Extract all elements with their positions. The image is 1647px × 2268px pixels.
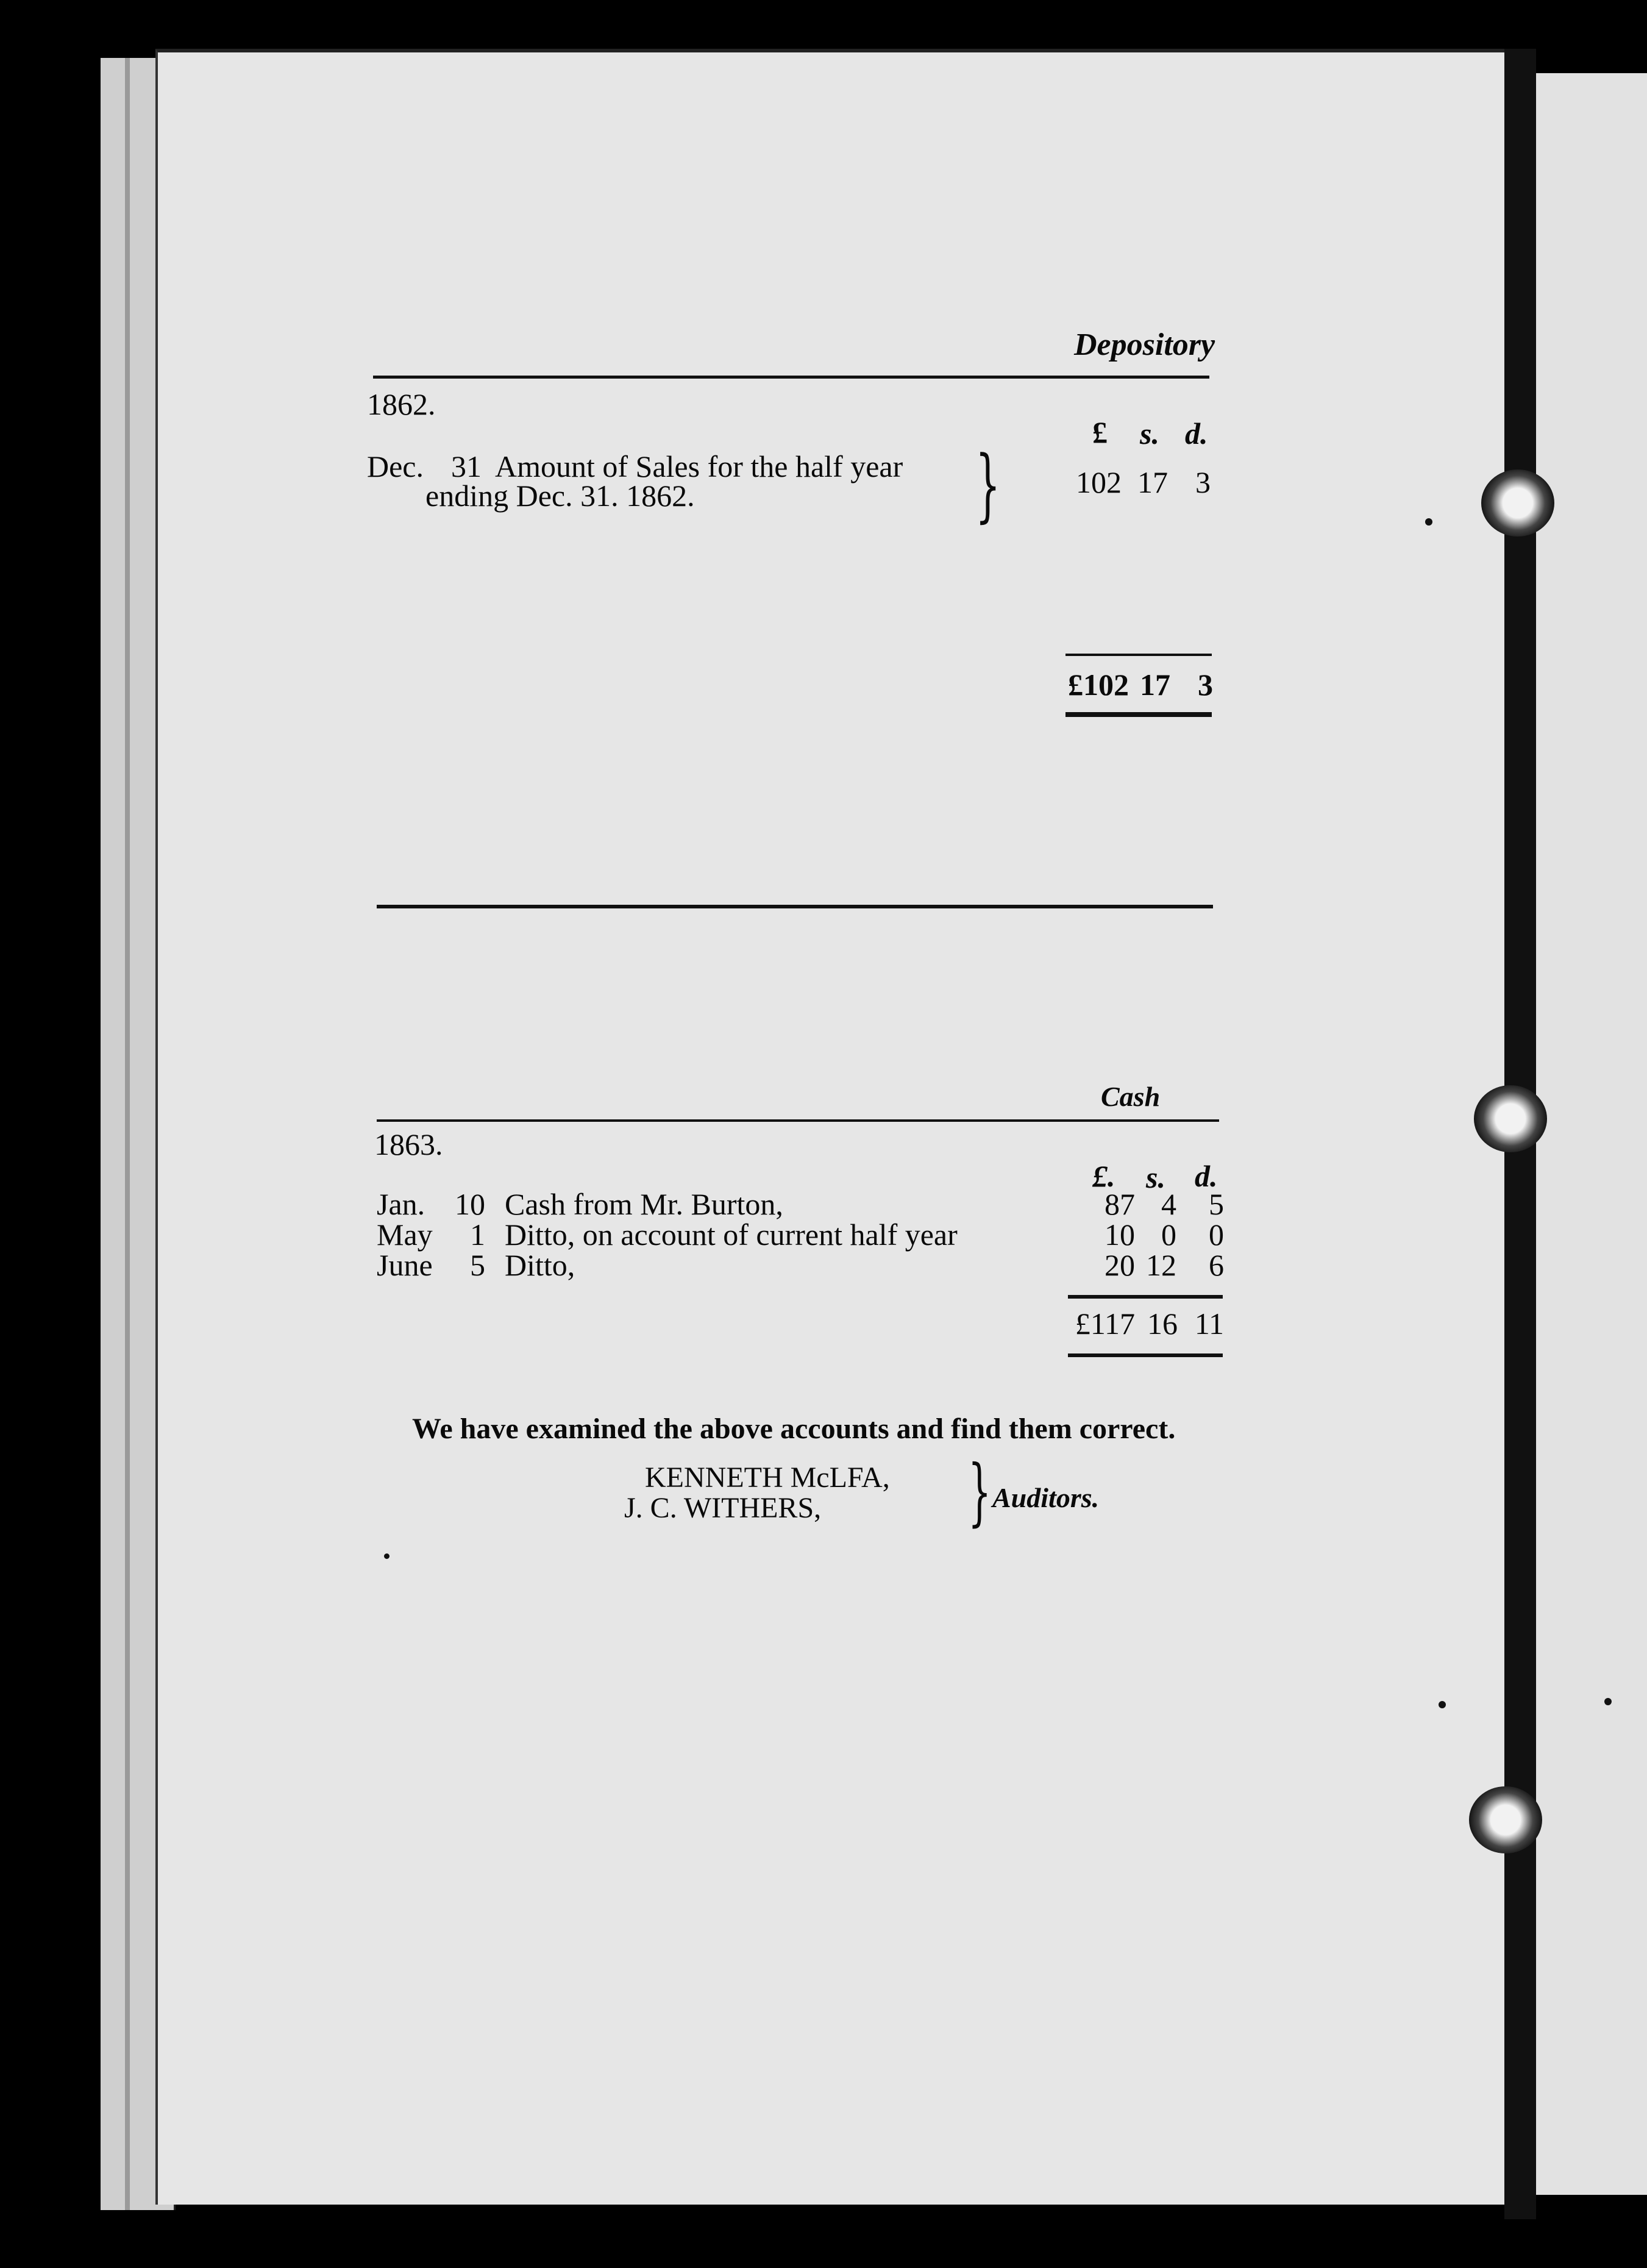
cash-total-shillings: 16 [1147, 1307, 1178, 1341]
cash-row-shillings: 12 [1146, 1248, 1176, 1282]
heading-rule [373, 376, 1209, 379]
cash-row-month: June [377, 1248, 433, 1282]
speck-icon [384, 1553, 390, 1559]
cash-shillings-header: s. [1146, 1160, 1165, 1194]
entry-description-line2: ending Dec. 31. 1862. [425, 479, 695, 513]
cash-row-pence: 0 [1209, 1218, 1224, 1252]
entry-description-line1: Amount of Sales for the half year [495, 449, 903, 483]
cash-row-description: Ditto, on account of current half year [505, 1218, 958, 1252]
cash-row-shillings: 0 [1161, 1218, 1176, 1252]
cash-pounds-header: £. [1092, 1159, 1115, 1193]
speck-icon [1604, 1698, 1612, 1705]
cash-row-pounds: 10 [1105, 1218, 1135, 1252]
brace-icon: } [975, 438, 1001, 531]
year-1862: 1862. [367, 387, 436, 421]
total-top-rule [1065, 654, 1212, 656]
cash-row-shillings: 4 [1161, 1187, 1176, 1221]
binding-hole-icon [1481, 469, 1554, 537]
year-1863: 1863. [374, 1127, 443, 1161]
cash-row-pounds: 20 [1105, 1248, 1135, 1282]
cash-row-pence: 5 [1209, 1187, 1224, 1221]
speck-icon [1439, 1701, 1446, 1708]
certification-statement: We have examined the above accounts and find them correct. [412, 1413, 1176, 1445]
cash-row-day: 5 [470, 1248, 485, 1282]
total-shillings: 17 [1140, 668, 1170, 702]
facing-page-edge [1536, 73, 1647, 2195]
cash-heading-rule [377, 1119, 1219, 1122]
entry-month: Dec. [367, 449, 424, 483]
auditors-label: Auditors. [992, 1482, 1100, 1513]
entry-shillings: 17 [1137, 465, 1168, 499]
total-pounds: £102 [1068, 668, 1129, 702]
pence-header: d. [1185, 416, 1208, 451]
depository-heading: Depository [1074, 327, 1215, 362]
speck-icon [1425, 518, 1432, 526]
total-pence: 3 [1198, 668, 1213, 702]
cash-row-month: May [377, 1218, 433, 1252]
auditor-name: J. C. WITHERS, [624, 1492, 822, 1524]
cash-total-pence: 11 [1194, 1307, 1224, 1341]
cash-row-month: Jan. [377, 1187, 425, 1221]
cash-heading: Cash [1101, 1081, 1161, 1112]
shillings-header: s. [1140, 416, 1159, 451]
cash-total-pounds: £117 [1075, 1307, 1135, 1341]
cash-row-pounds: 87 [1105, 1187, 1135, 1221]
entry-pounds: 102 [1076, 465, 1122, 499]
ledger-page [155, 49, 1520, 2205]
cash-total-bottom-rule [1068, 1353, 1223, 1357]
pounds-header: £ [1092, 415, 1108, 449]
cash-row-description: Ditto, [505, 1248, 575, 1282]
cash-row-description: Cash from Mr. Burton, [505, 1187, 783, 1221]
binding-hole-icon [1469, 1786, 1542, 1853]
entry-day: 31 [451, 449, 482, 483]
total-double-rule [1065, 712, 1212, 717]
section-divider [377, 905, 1213, 908]
cash-total-top-rule [1068, 1295, 1223, 1299]
binding-hole-icon [1474, 1085, 1547, 1152]
auditor-name: KENNETH McLFA, [645, 1461, 890, 1494]
brace-icon: } [968, 1450, 992, 1535]
cash-pence-header: d. [1195, 1159, 1218, 1193]
entry-pence: 3 [1195, 465, 1211, 499]
cash-row-pence: 6 [1209, 1248, 1224, 1282]
cash-row-day: 10 [455, 1187, 485, 1221]
cash-row-day: 1 [470, 1218, 485, 1252]
